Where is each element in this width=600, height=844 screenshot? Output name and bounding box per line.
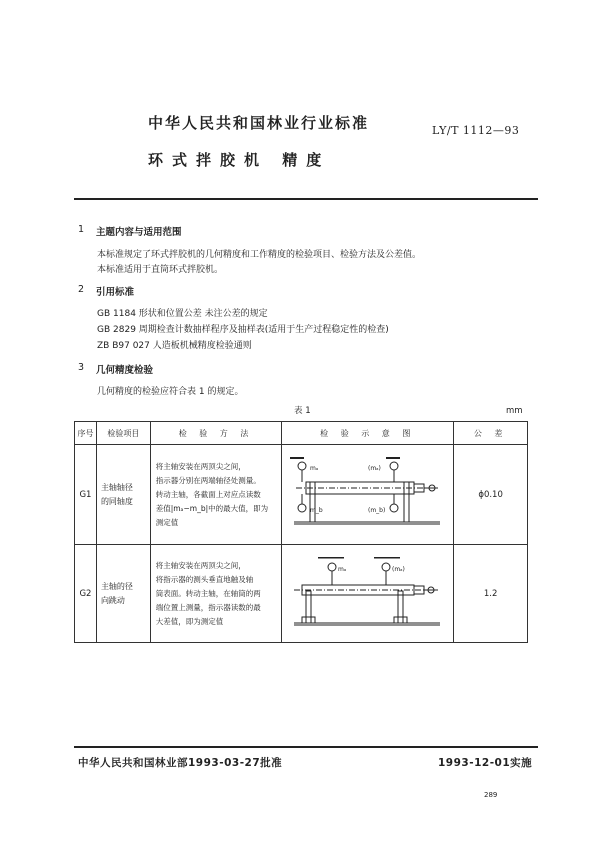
- section-1-number: 1: [78, 224, 85, 235]
- label-ma: mₐ: [309, 464, 318, 472]
- row-method: [150, 445, 282, 545]
- section-2-line-2: GB 2829 周期检查计数抽样程序及抽样表(适用于生产过程稳定性的检查): [97, 325, 389, 335]
- row-tolerance: 1.2: [454, 545, 528, 643]
- section-3-heading: 几何精度检验: [96, 365, 154, 376]
- row-method-line: 端位置上测量，指示器读数的最: [155, 602, 261, 612]
- row-method-line: 将指示器的测头垂直地触及轴: [155, 574, 254, 584]
- table-header-row: [75, 422, 528, 445]
- table-row: [75, 445, 528, 545]
- row-diagram: [282, 545, 454, 643]
- row-method-line: 测定值: [155, 517, 179, 527]
- table-row: [75, 545, 528, 643]
- label-mb: m_b: [309, 506, 323, 514]
- standard-code: LY/T 1112—93: [432, 124, 520, 137]
- header-tolerance: 公 差: [454, 422, 528, 445]
- row-method-line: 差值|mₐ−m_b|中的最大值，即为: [155, 503, 269, 513]
- row-item-line: 向跳动: [100, 595, 125, 605]
- section-3-line-1: 几何精度的检验应符合表 1 的规定。: [97, 387, 244, 397]
- label-ma: mₐ: [337, 565, 346, 573]
- footer-rule: [74, 746, 538, 748]
- row-tolerance: ϕ0.10: [454, 445, 528, 545]
- row-method-line: 将主轴安装在两顶尖之间，: [155, 461, 246, 471]
- row-item: [96, 545, 150, 643]
- row-diagram: [282, 445, 454, 545]
- label-ma-paren: (mₐ): [367, 464, 381, 472]
- table-caption: 表 1: [294, 406, 311, 416]
- document-title: 环式拌胶机 精度: [148, 151, 331, 169]
- header-item: 检验项目: [96, 422, 150, 445]
- standard-category-title: 中华人民共和国林业行业标准: [148, 114, 370, 132]
- header-rule: [74, 198, 538, 200]
- row-item: [96, 445, 150, 545]
- row-method-line: 转动主轴，各截面上对应点读数: [155, 489, 261, 499]
- page-number: 289: [484, 791, 498, 799]
- precision-table: [74, 421, 528, 643]
- row-method-line: 大差值，即为测定值: [155, 616, 224, 626]
- section-2-number: 2: [78, 284, 85, 295]
- header-diagram: 检 验 示 意 图: [282, 422, 454, 445]
- section-1-line-1: 本标准规定了环式拌胶机的几何精度和工作精度的检验项目、检验方法及公差值。: [97, 250, 422, 260]
- label-mb-paren: (m_b): [367, 506, 386, 514]
- table-unit: mm: [506, 406, 523, 416]
- section-2-heading: 引用标准: [96, 287, 135, 298]
- row-method: [150, 545, 282, 643]
- section-1-line-2: 本标准适用于直筒环式拌胶机。: [97, 265, 224, 275]
- row-number: G1: [75, 445, 97, 545]
- approval-info: 中华人民共和国林业部1993-03-27批准: [78, 757, 283, 769]
- effective-date: 1993-12-01实施: [438, 757, 533, 769]
- row-item-line: 主轴轴径: [100, 482, 133, 492]
- row-number: G2: [75, 545, 97, 643]
- row-item-line: 的同轴度: [100, 496, 133, 506]
- section-2-line-1: GB 1184 形状和位置公差 未注公差的规定: [97, 309, 268, 319]
- row-method-line: 将主轴安装在两顶尖之间，: [155, 560, 246, 570]
- row-item-line: 主轴的径: [100, 581, 133, 591]
- section-1-heading: 主题内容与适用范围: [96, 227, 182, 238]
- row-method-line: 指示器分别在两端轴径处测量。: [155, 475, 261, 485]
- row-method-line: 筒表面。转动主轴，在轴筒的两: [155, 588, 261, 598]
- label-ma-paren: (mₐ): [391, 565, 405, 573]
- header-number: 序号: [75, 422, 97, 445]
- section-2-line-3: ZB B97 027 人造板机械精度检验通则: [97, 341, 252, 351]
- section-3-number: 3: [78, 362, 85, 373]
- header-method: 检 验 方 法: [150, 422, 282, 445]
- runout-diagram: [288, 551, 448, 633]
- coaxiality-diagram: [288, 452, 448, 534]
